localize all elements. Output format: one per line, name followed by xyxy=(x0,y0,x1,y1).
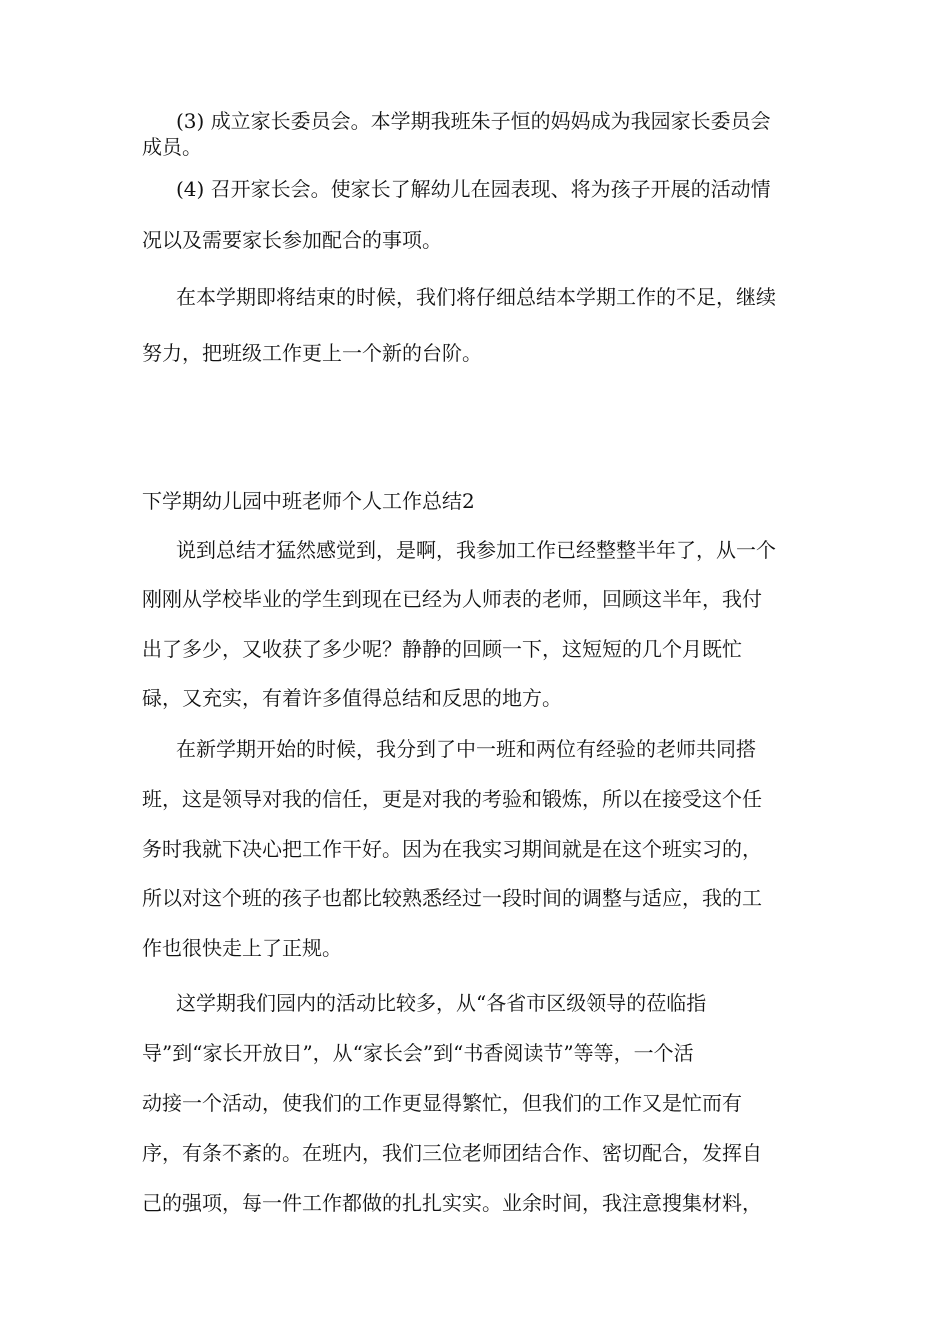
section-heading: 下学期幼儿园中班老师个人工作总结2 xyxy=(142,489,475,513)
intro-paragraph-line-1: 说到总结才猛然感觉到，是啊，我参加工作已经整整半年了，从一个 xyxy=(176,538,776,562)
activities-paragraph-line-4: 序，有条不紊的。在班内，我们三位老师团结合作、密切配合，发挥自 xyxy=(142,1141,762,1165)
activities-paragraph-line-5: 己的强项，每一件工作都做的扎扎实实。业余时间，我注意搜集材料， xyxy=(142,1191,762,1215)
paragraph-4-line-1: (4) 召开家长会。使家长了解幼儿在园表现、将为孩子开展的活动情 xyxy=(176,177,771,201)
semester-paragraph-line-2: 班，这是领导对我的信任，更是对我的考验和锻炼，所以在接受这个任 xyxy=(142,787,762,811)
closing-paragraph-line-1: 在本学期即将结束的时候，我们将仔细总结本学期工作的不足，继续 xyxy=(176,285,776,309)
closing-paragraph-line-2: 努力，把班级工作更上一个新的台阶。 xyxy=(142,341,482,365)
intro-paragraph-line-3: 出了多少，又收获了多少呢？静静的回顾一下，这短短的几个月既忙 xyxy=(142,637,742,661)
activities-paragraph-line-2: 导”到“家长开放日”，从“家长会”到“书香阅读节”等等，一个活 xyxy=(142,1041,694,1065)
semester-paragraph-line-3: 务时我就下决心把工作干好。因为在我实习期间就是在这个班实习的， xyxy=(142,837,762,861)
paragraph-3-line-1: (3) 成立家长委员会。本学期我班朱子恒的妈妈成为我园家长委员会 xyxy=(176,109,771,133)
activities-paragraph-line-1: 这学期我们园内的活动比较多，从“各省市区级领导的莅临指 xyxy=(176,991,707,1015)
semester-paragraph-line-4: 所以对这个班的孩子也都比较熟悉经过一段时间的调整与适应，我的工 xyxy=(142,886,762,910)
paragraph-4-line-2: 况以及需要家长参加配合的事项。 xyxy=(142,228,442,252)
semester-paragraph-line-1: 在新学期开始的时候，我分到了中一班和两位有经验的老师共同搭 xyxy=(176,737,756,761)
intro-paragraph-line-4: 碌，又充实，有着许多值得总结和反思的地方。 xyxy=(142,686,562,710)
semester-paragraph-line-5: 作也很快走上了正规。 xyxy=(142,936,342,960)
intro-paragraph-line-2: 刚刚从学校毕业的学生到现在已经为人师表的老师，回顾这半年，我付 xyxy=(142,587,762,611)
paragraph-3-line-2: 成员。 xyxy=(142,135,202,159)
activities-paragraph-line-3: 动接一个活动，使我们的工作更显得繁忙，但我们的工作又是忙而有 xyxy=(142,1091,742,1115)
